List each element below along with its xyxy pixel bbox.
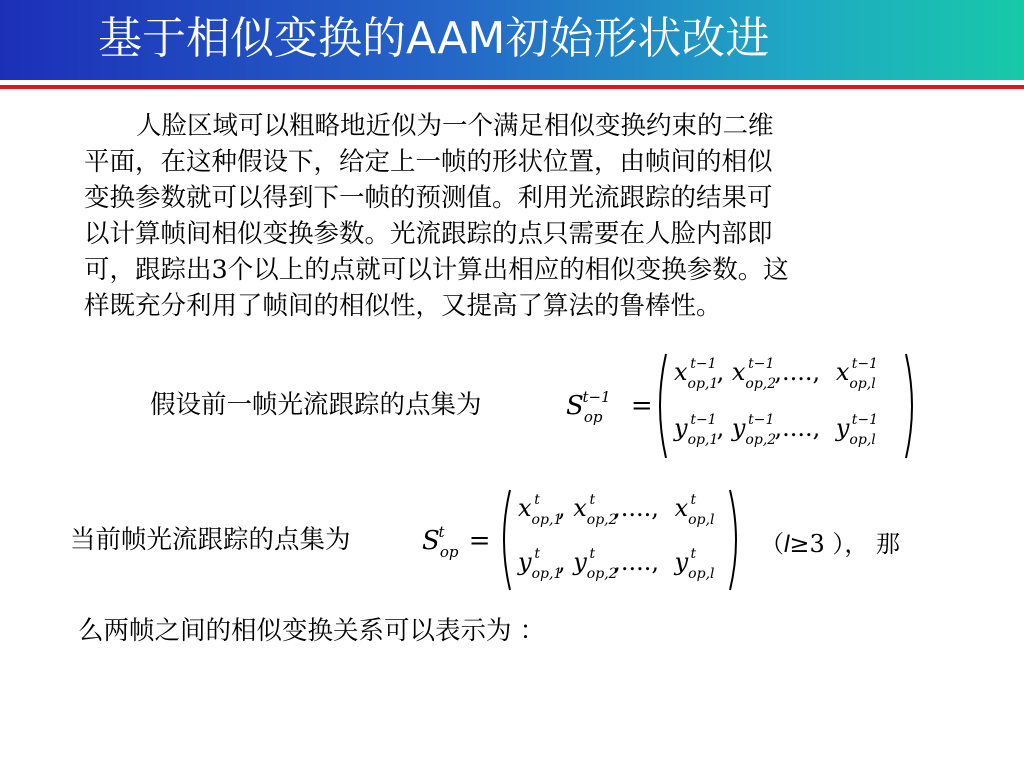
- paragraph-line: 以计算帧间相似变换参数。光流跟踪的点只需要在人脸内部即: [84, 219, 773, 249]
- paragraph-line: 可，跟踪出3个以上的点就可以计算出相应的相似变换参数。这: [84, 255, 789, 285]
- right-paren: [728, 488, 744, 592]
- right-paren: [904, 352, 920, 460]
- curr-pointset-label: 当前帧光流跟踪的点集为: [70, 525, 351, 555]
- title-underline-rule: [0, 85, 1024, 89]
- left-paren: [652, 352, 668, 460]
- matrix-row-x: $x_{op,1}^{t-1}$, $x_{op,2}^{t-1}$,...., $x_{op,l}^{t-1}$: [674, 356, 878, 392]
- curr-pointset-symbol: $S_{op}^t$ =: [422, 523, 491, 561]
- slide-title: 基于相似变换的AAM初始形状改进: [98, 13, 770, 64]
- condition-text: （l≥3 ）， 那: [760, 530, 900, 558]
- left-paren: [496, 488, 512, 592]
- paragraph-line: 平面，在这种假设下，给定上一帧的形状位置，由帧间的相似: [84, 147, 773, 177]
- paragraph-line: 变换参数就可以得到下一帧的预测值。利用光流跟踪的结果可: [84, 183, 773, 213]
- matrix-row-x: $x_{op,1}^t$ , $x_{op,2}^t$ ,...., $x_{op,l}^t$: [518, 492, 715, 528]
- body-paragraph: [84, 108, 954, 324]
- paragraph-line: 样既充分利用了帧间的相似性，又提高了算法的鲁棒性。: [84, 291, 722, 321]
- paragraph-line: 人脸区域可以粗略地近似为一个满足相似变换约束的二维: [136, 111, 774, 141]
- prev-pointset-matrix: [652, 352, 920, 460]
- matrix-row-y: $y_{op,1}^{t-1}$, $y_{op,2}^{t-1}$,...., $y_{op,l}^{t-1}$: [674, 412, 879, 448]
- prev-pointset-symbol: $S_{op}^{t-1}$ =: [566, 388, 653, 426]
- prev-pointset-label: 假设前一帧光流跟踪的点集为: [150, 390, 482, 420]
- matrix-row-y: $y_{op,1}^t$ , $y_{op,2}^t$ ,...., $y_{op,l}^t$: [518, 546, 715, 582]
- curr-pointset-matrix: [496, 488, 746, 592]
- similarity-relation-line: 么两帧之间的相似变换关系可以表示为 ：: [78, 616, 546, 646]
